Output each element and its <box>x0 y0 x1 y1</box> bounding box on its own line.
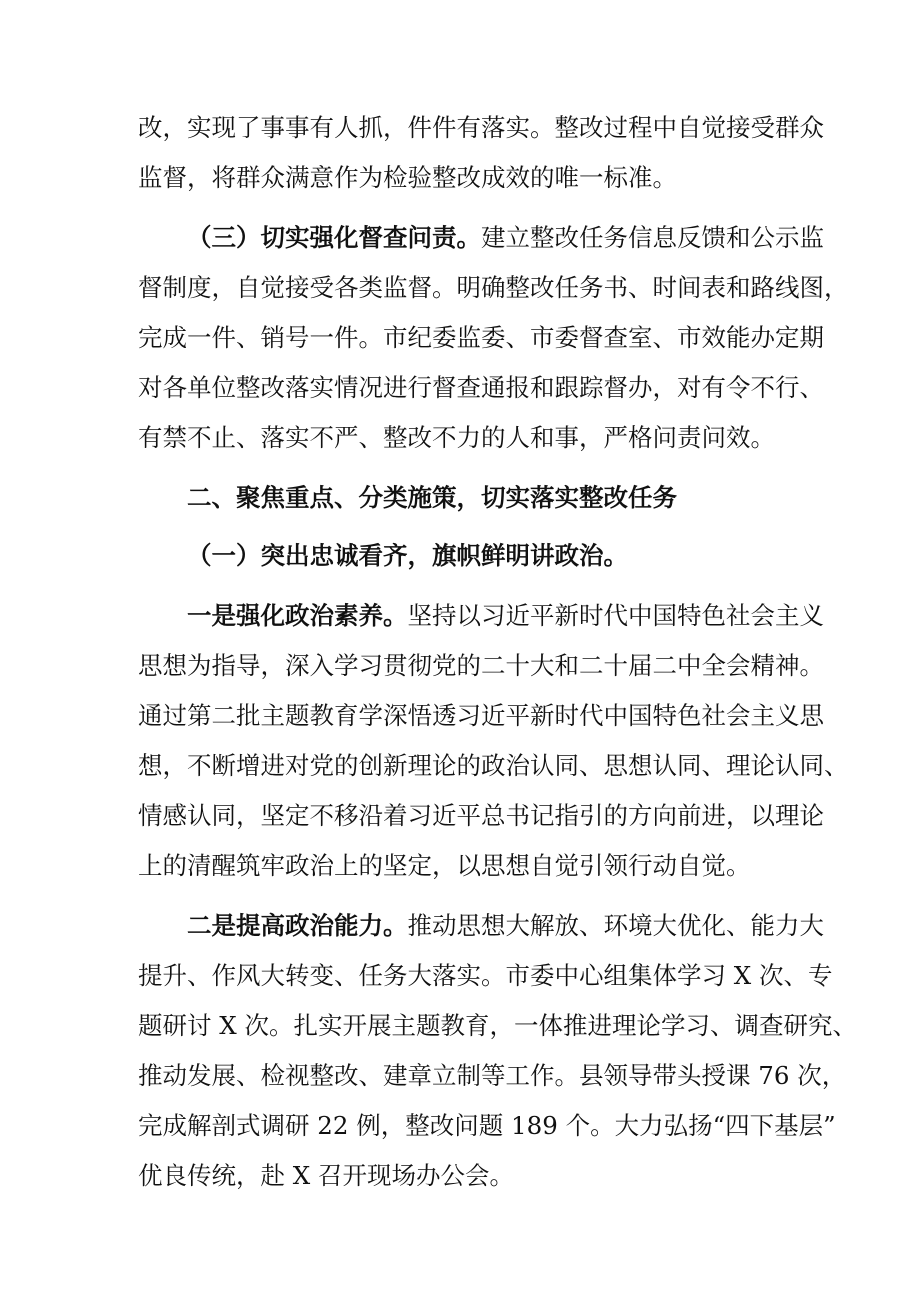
paragraph-line: 有禁不止、落实不严、整改不力的人和事，严格问责问效。 <box>138 423 775 452</box>
paragraph-line: 对各单位整改落实情况进行督查通报和跟踪督办，对有令不行、 <box>138 373 824 402</box>
paragraph-line: 上的清醒筑牢政治上的坚定，以思想自觉引领行动自觉。 <box>138 851 751 880</box>
paragraph-line: 改，实现了事事有人抓，件件有落实。整改过程中自觉接受群众 <box>138 113 824 142</box>
paragraph-line: 想，不断增进对党的创新理论的政治认同、思想认同、理论认同、 <box>138 751 849 780</box>
paragraph-line: 监督，将群众满意作为检验整改成效的唯一标准。 <box>138 163 677 192</box>
paragraph-line <box>187 911 824 941</box>
paragraph-line: 督制度，自觉接受各类监督。明确整改任务书、时间表和路线图， <box>138 273 849 302</box>
paragraph-text: 推动思想大解放、环境大优化、能力大 <box>407 911 824 940</box>
paragraph-line <box>187 601 824 631</box>
paragraph-line: 优良传统，赴 X 召开现场办公会。 <box>138 1161 515 1190</box>
paragraph-lead: 二是提高政治能力。 <box>187 911 408 940</box>
paragraph-lead: （三）切实强化督查问责。 <box>187 223 481 252</box>
paragraph-line <box>187 223 824 253</box>
paragraph-line: 推动发展、检视整改、建章立制等工作。县领导带头授课 76 次， <box>138 1061 847 1090</box>
paragraph-line: 完成一件、销号一件。市纪委监委、市委督查室、市效能办定期 <box>138 323 824 352</box>
paragraph-line: 通过第二批主题教育学深悟透习近平新时代中国特色社会主义思 <box>138 701 824 730</box>
section-heading: 二、聚焦重点、分类施策，切实落实整改任务 <box>187 483 677 512</box>
paragraph-line: 提升、作风大转变、任务大落实。市委中心组集体学习 X 次、专 <box>138 961 833 990</box>
paragraph-lead: 一是强化政治素养。 <box>187 601 408 630</box>
paragraph-line: 题研讨 X 次。扎实开展主题教育，一体推进理论学习、调查研究、 <box>138 1011 858 1040</box>
paragraph-text: 建立整改任务信息反馈和公示监 <box>481 223 824 252</box>
paragraph-line: 完成解剖式调研 22 例，整改问题 189 个。大力弘扬“四下基层” <box>138 1111 836 1140</box>
paragraph-text: 坚持以习近平新时代中国特色社会主义 <box>407 601 824 630</box>
paragraph-line: 情感认同，坚定不移沿着习近平总书记指引的方向前进，以理论 <box>138 801 824 830</box>
sub-heading: （一）突出忠诚看齐，旗帜鲜明讲政治。 <box>187 541 628 570</box>
paragraph-line: 思想为指导，深入学习贯彻党的二十大和二十届二中全会精神。 <box>138 651 824 680</box>
